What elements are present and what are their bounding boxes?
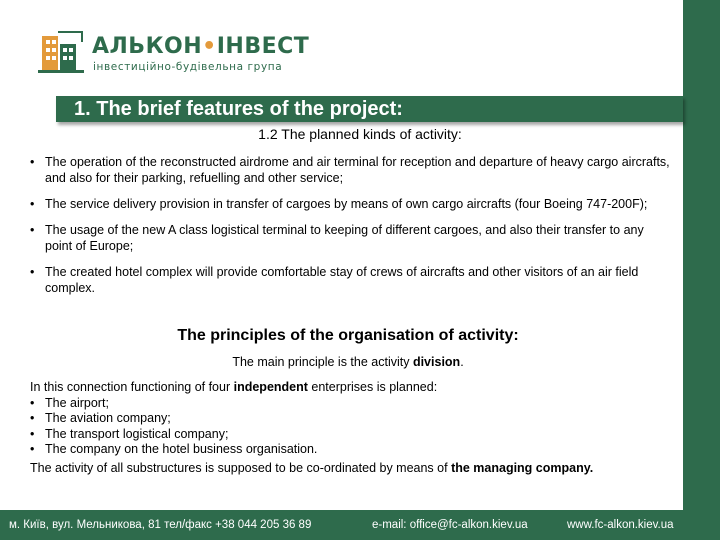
enterprises-intro: In this connection functioning of four independent enterprises is planned: <box>30 380 438 394</box>
closing-statement: The activity of all substructures is supposed to be co-ordinated by means of the managing company. <box>30 460 594 475</box>
footer-address: м. Київ, вул. Мельникова, 81 тел/факс +38 044 205 36 89 <box>9 519 312 531</box>
main-principle-text: The main principle is the activity division. <box>232 355 464 369</box>
bullet-icon: • <box>30 411 35 425</box>
list-item: • The airport; <box>30 395 109 410</box>
list-item: • The usage of the new A class logistical terminal to keeping of different cargoes, and also their transfer to any point of Europe; <box>30 223 644 253</box>
bullet-icon: • <box>30 395 35 410</box>
footer-website-link[interactable]: www.fc-alkon.kiev.ua <box>567 519 674 531</box>
list-item: • The company on the hotel business organisation. <box>30 442 318 456</box>
bullet-icon: • <box>30 155 35 169</box>
bullet-icon: • <box>30 426 35 441</box>
title-bar <box>56 96 683 122</box>
page-title: 1. The brief features of the project: <box>74 98 403 120</box>
footer-email-link[interactable]: e-mail: office@fc-alkon.kiev.ua <box>372 519 528 531</box>
list-item: • The service delivery provision in transfer of cargoes by means of own cargo aircrafts (four Boeing 747-200F); <box>30 197 648 211</box>
bullet-icon: • <box>30 197 35 211</box>
company-logo <box>38 30 310 80</box>
list-item: • The created hotel complex will provide comfortable stay of crews of aircrafts and other visitors of an air field complex. <box>30 265 639 295</box>
list-item: • The aviation company; <box>30 411 171 425</box>
enterprises-block <box>30 380 680 476</box>
list-item: • The operation of the reconstructed airdrome and air terminal for reception and departure of heavy cargo aircrafts, and also for their parking, refuelling and other service; <box>30 155 670 185</box>
logo-tagline: інвестиційно-будівельна група <box>93 61 283 73</box>
bullet-icon: • <box>30 223 35 237</box>
list-item: • The transport logistical company; <box>30 426 229 441</box>
bullet-icon: • <box>30 442 35 456</box>
right-decorative-rail <box>683 0 720 540</box>
bullet-icon: • <box>30 265 35 279</box>
logo-company-name: АЛЬКОН•ІНВЕСТ <box>92 34 310 59</box>
principles-heading: The principles of the organisation of activity: <box>177 327 519 344</box>
building-logo-icon <box>38 30 86 74</box>
footer-bar <box>0 510 720 540</box>
activity-list <box>30 154 670 306</box>
section-subtitle: 1.2 The planned kinds of activity: <box>258 126 462 142</box>
